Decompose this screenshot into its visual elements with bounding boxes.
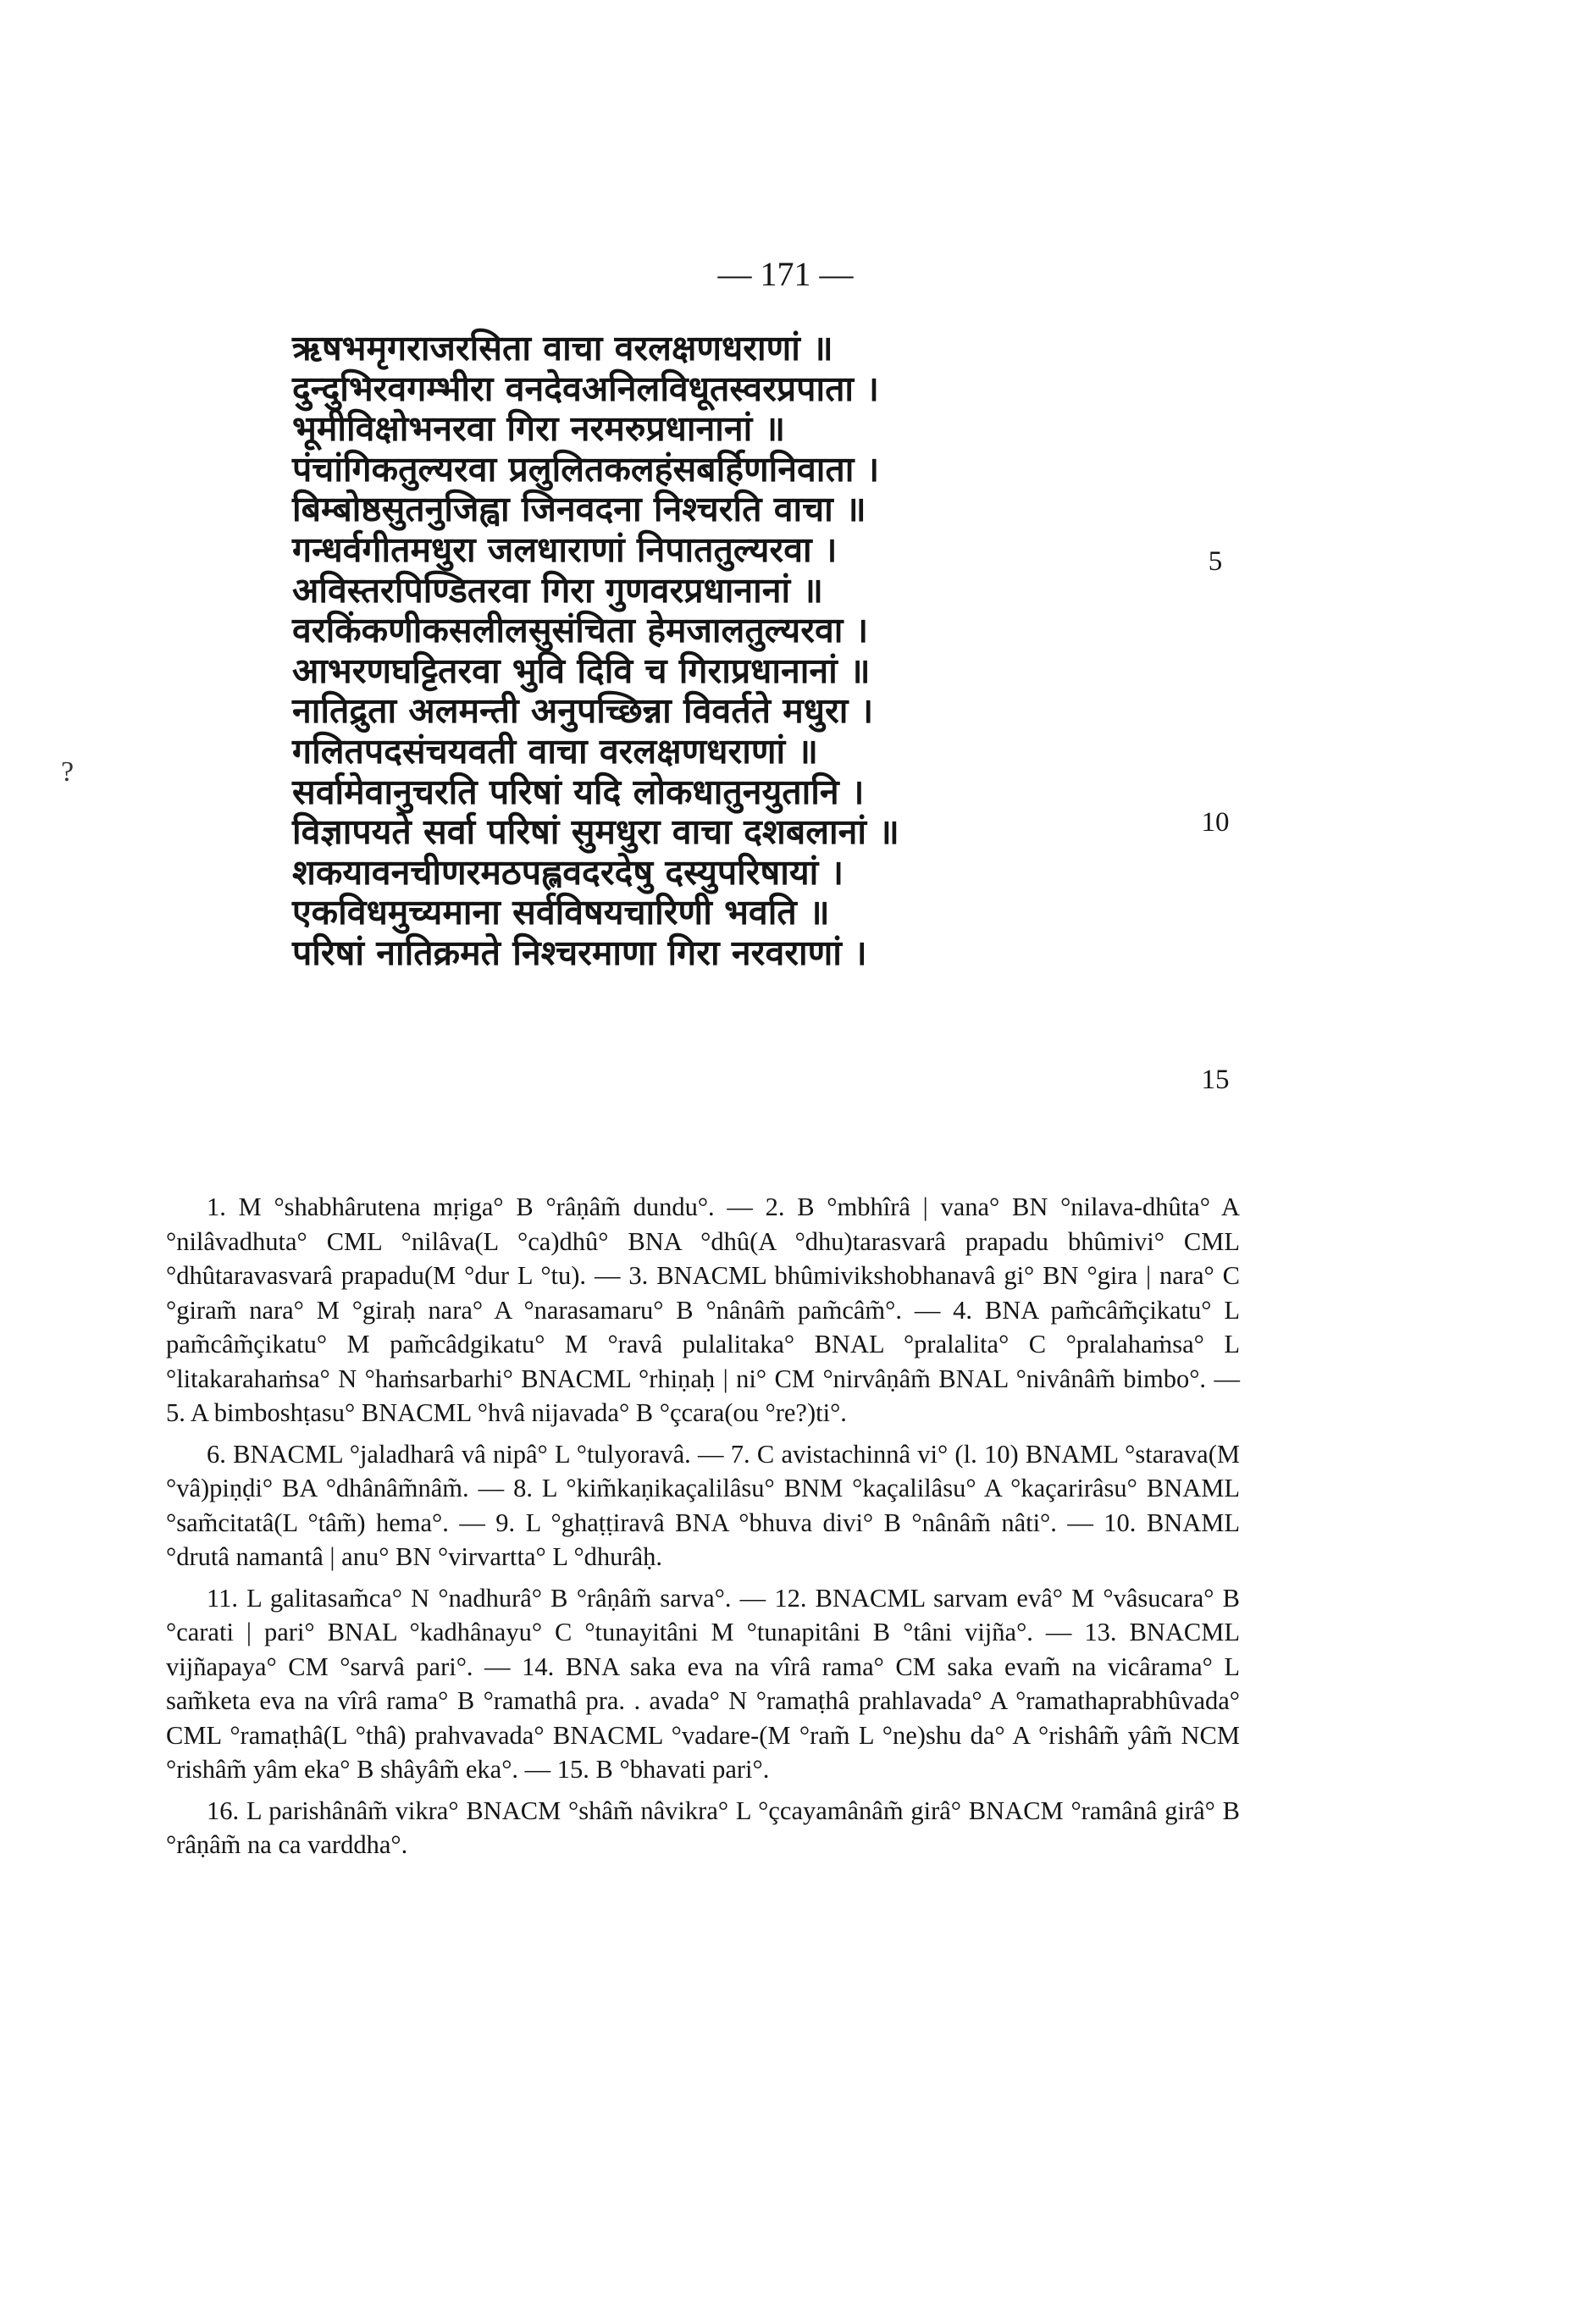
verse-line: बिम्बोष्ठसुतनुजिह्वा जिनवदना निश्चरति वाचा ॥ xyxy=(292,489,866,530)
page-number: — 171 — xyxy=(717,255,854,293)
verse-line: वरकिंकणीकसलीलसुसंचिता हेमजालतुल्यरवा । xyxy=(292,610,869,651)
verse-line: ऋषभमृगराजरसिता वाचा वरलक्षणधराणां ॥ xyxy=(292,328,833,368)
verse-line: भूमीविक्षोभनरवा गिरा नरमरुप्रधानानां ॥ xyxy=(292,408,786,450)
line-number-5: 5 xyxy=(1208,546,1223,577)
verse-line: सर्वामेवानुचरति परिषां यदि लोकधातुनयुतानि । xyxy=(292,771,865,812)
verse-line: पंचांगिकतुल्यरवा प्रलुलितकलहंसबर्हिणनिवाता । xyxy=(292,448,880,490)
verse-line: गलितपदसंचयवती वाचा वरलक्षणधराणां ॥ xyxy=(292,730,818,772)
note-paragraph: 1. M °shabhârutena mṛiga° B °râṇâm̃ dundu°. — 2. B °mbhîrâ | vana° BN °nilava-dhûta° A °nilâvadhuta° CML °nilâva(L °ca)dhû° BNA °dhû(A °dhu)tarasvarâ prapadu bhûmivi° CML °dhûtaravasvarâ prapadu(M °dur L °tu). — 3. BNACML bhûmivikshobhanavâ gi° BN °gira | nara° C °giram̃ nara° M °giraḥ nara° A °narasamaru° B °nânâm̃ pam̃câm̃°. — 4. BNA pam̃câm̃çikatu° L pam̃câm̃çikatu° M pam̃câdgikatu° M °ravâ pulalitaka° BNAL °pralalita° C °pralahaṁsa° L °litakarahaṁsa° N °haṁsarbarhi° BNACML °rhiṇaḥ | ni° CM °nirvâṇâm̃ BNAL °nivânâm̃ bimbo°. — 5. A bimboshṭasu° BNACML °hvâ nijavada° B °çcara(ou °re?)ti°. xyxy=(166,1192,1240,1427)
verse-line: दुन्दुभिरवगम्भीरा वनदेवअनिलविधूतस्वरप्रपाता । xyxy=(292,368,879,409)
margin-mark: ? xyxy=(61,756,75,788)
verse-line: एकविधमुच्यमाना सर्वविषयचारिणी भवति ॥ xyxy=(292,892,830,933)
line-number-10: 10 xyxy=(1201,807,1230,838)
verse-line: विज्ञापयते सर्वा परिषां सुमधुरा वाचा दशबलानां ॥ xyxy=(292,811,899,853)
critical-apparatus xyxy=(166,1190,1240,1869)
note-paragraph: 11. L galitasam̃ca° N °nadhurâ° B °râṇâm̃ sarva°. — 12. BNACML sarvam evâ° M °vâsucara° B °carati | pari° BNAL °kadhânayu° C °tunayitâni M °tunapitâni B °tâni vijña°. — 13. BNACML vijñapaya° CM °sarvâ pari°. — 14. BNA saka eva na vîrâ rama° CM saka evam̃ na vicârama° L sam̃keta eva na vîrâ rama° B °ramathâ pra. . avada° N °ramaṭhâ prahlavada° A °ramathaprabhûvada° CML °ramaṭhâ(L °thâ) prahvavada° BNACML °vadare-(M °ram̃ L °ne)shu da° A °rishâm̃ yâm̃ NCM °rishâm̃ yâm eka° B shâyâm̃ eka°. — 15. B °bhavati pari°. xyxy=(166,1583,1240,1784)
line-number-15: 15 xyxy=(1201,1065,1230,1095)
note-paragraph: 6. BNACML °jaladharâ vâ nipâ° L °tulyoravâ. — 7. C avistachinnâ vi° (l. 10) BNAML °starava(M °vâ)piṇḍi° BA °dhânâm̃nâm̃. — 8. L °kim̃kaṇikaçalilâsu° BNM °kaçalilâsu° A °kaçarirâsu° BNAML °sam̃citatâ(L °tâm̃) hema°. — 9. L °ghaṭṭiravâ BNA °bhuva divi° B °nânâm̃ nâti°. — 10. BNAML °drutâ namantâ | anu° BN °virvartta° L °dhurâḥ. xyxy=(166,1439,1240,1571)
verse-line: नातिद्रुता अलमन्ती अनुपच्छिन्ना विवर्तते मधुरा । xyxy=(292,690,874,732)
verse-line: आभरणघट्टितरवा भुवि दिवि च गिराप्रधानानां ॥ xyxy=(292,650,871,691)
verse-line: गन्धर्वगीतमधुरा जलधाराणां निपाततुल्यरवा । xyxy=(292,528,838,570)
verse-block xyxy=(292,329,1308,974)
verse-line: शकयावनचीणरमठपह्लवदरदेषु दस्युपरिषायां । xyxy=(292,851,844,893)
verse-line: अविस्तरपिण्डितरवा गिरा गुणवरप्रधानानां ॥ xyxy=(292,569,823,611)
verse-line: परिषां नातिक्रमते निश्चरमाणा गिरा नरवराणां । xyxy=(292,932,867,973)
note-paragraph: 16. L parishânâm̃ vikra° BNACM °shâm̃ nâvikra° L °çcayamânâm̃ girâ° BNACM °ramânâ girâ° B °râṇâm̃ na ca varddha°. xyxy=(166,1796,1240,1859)
